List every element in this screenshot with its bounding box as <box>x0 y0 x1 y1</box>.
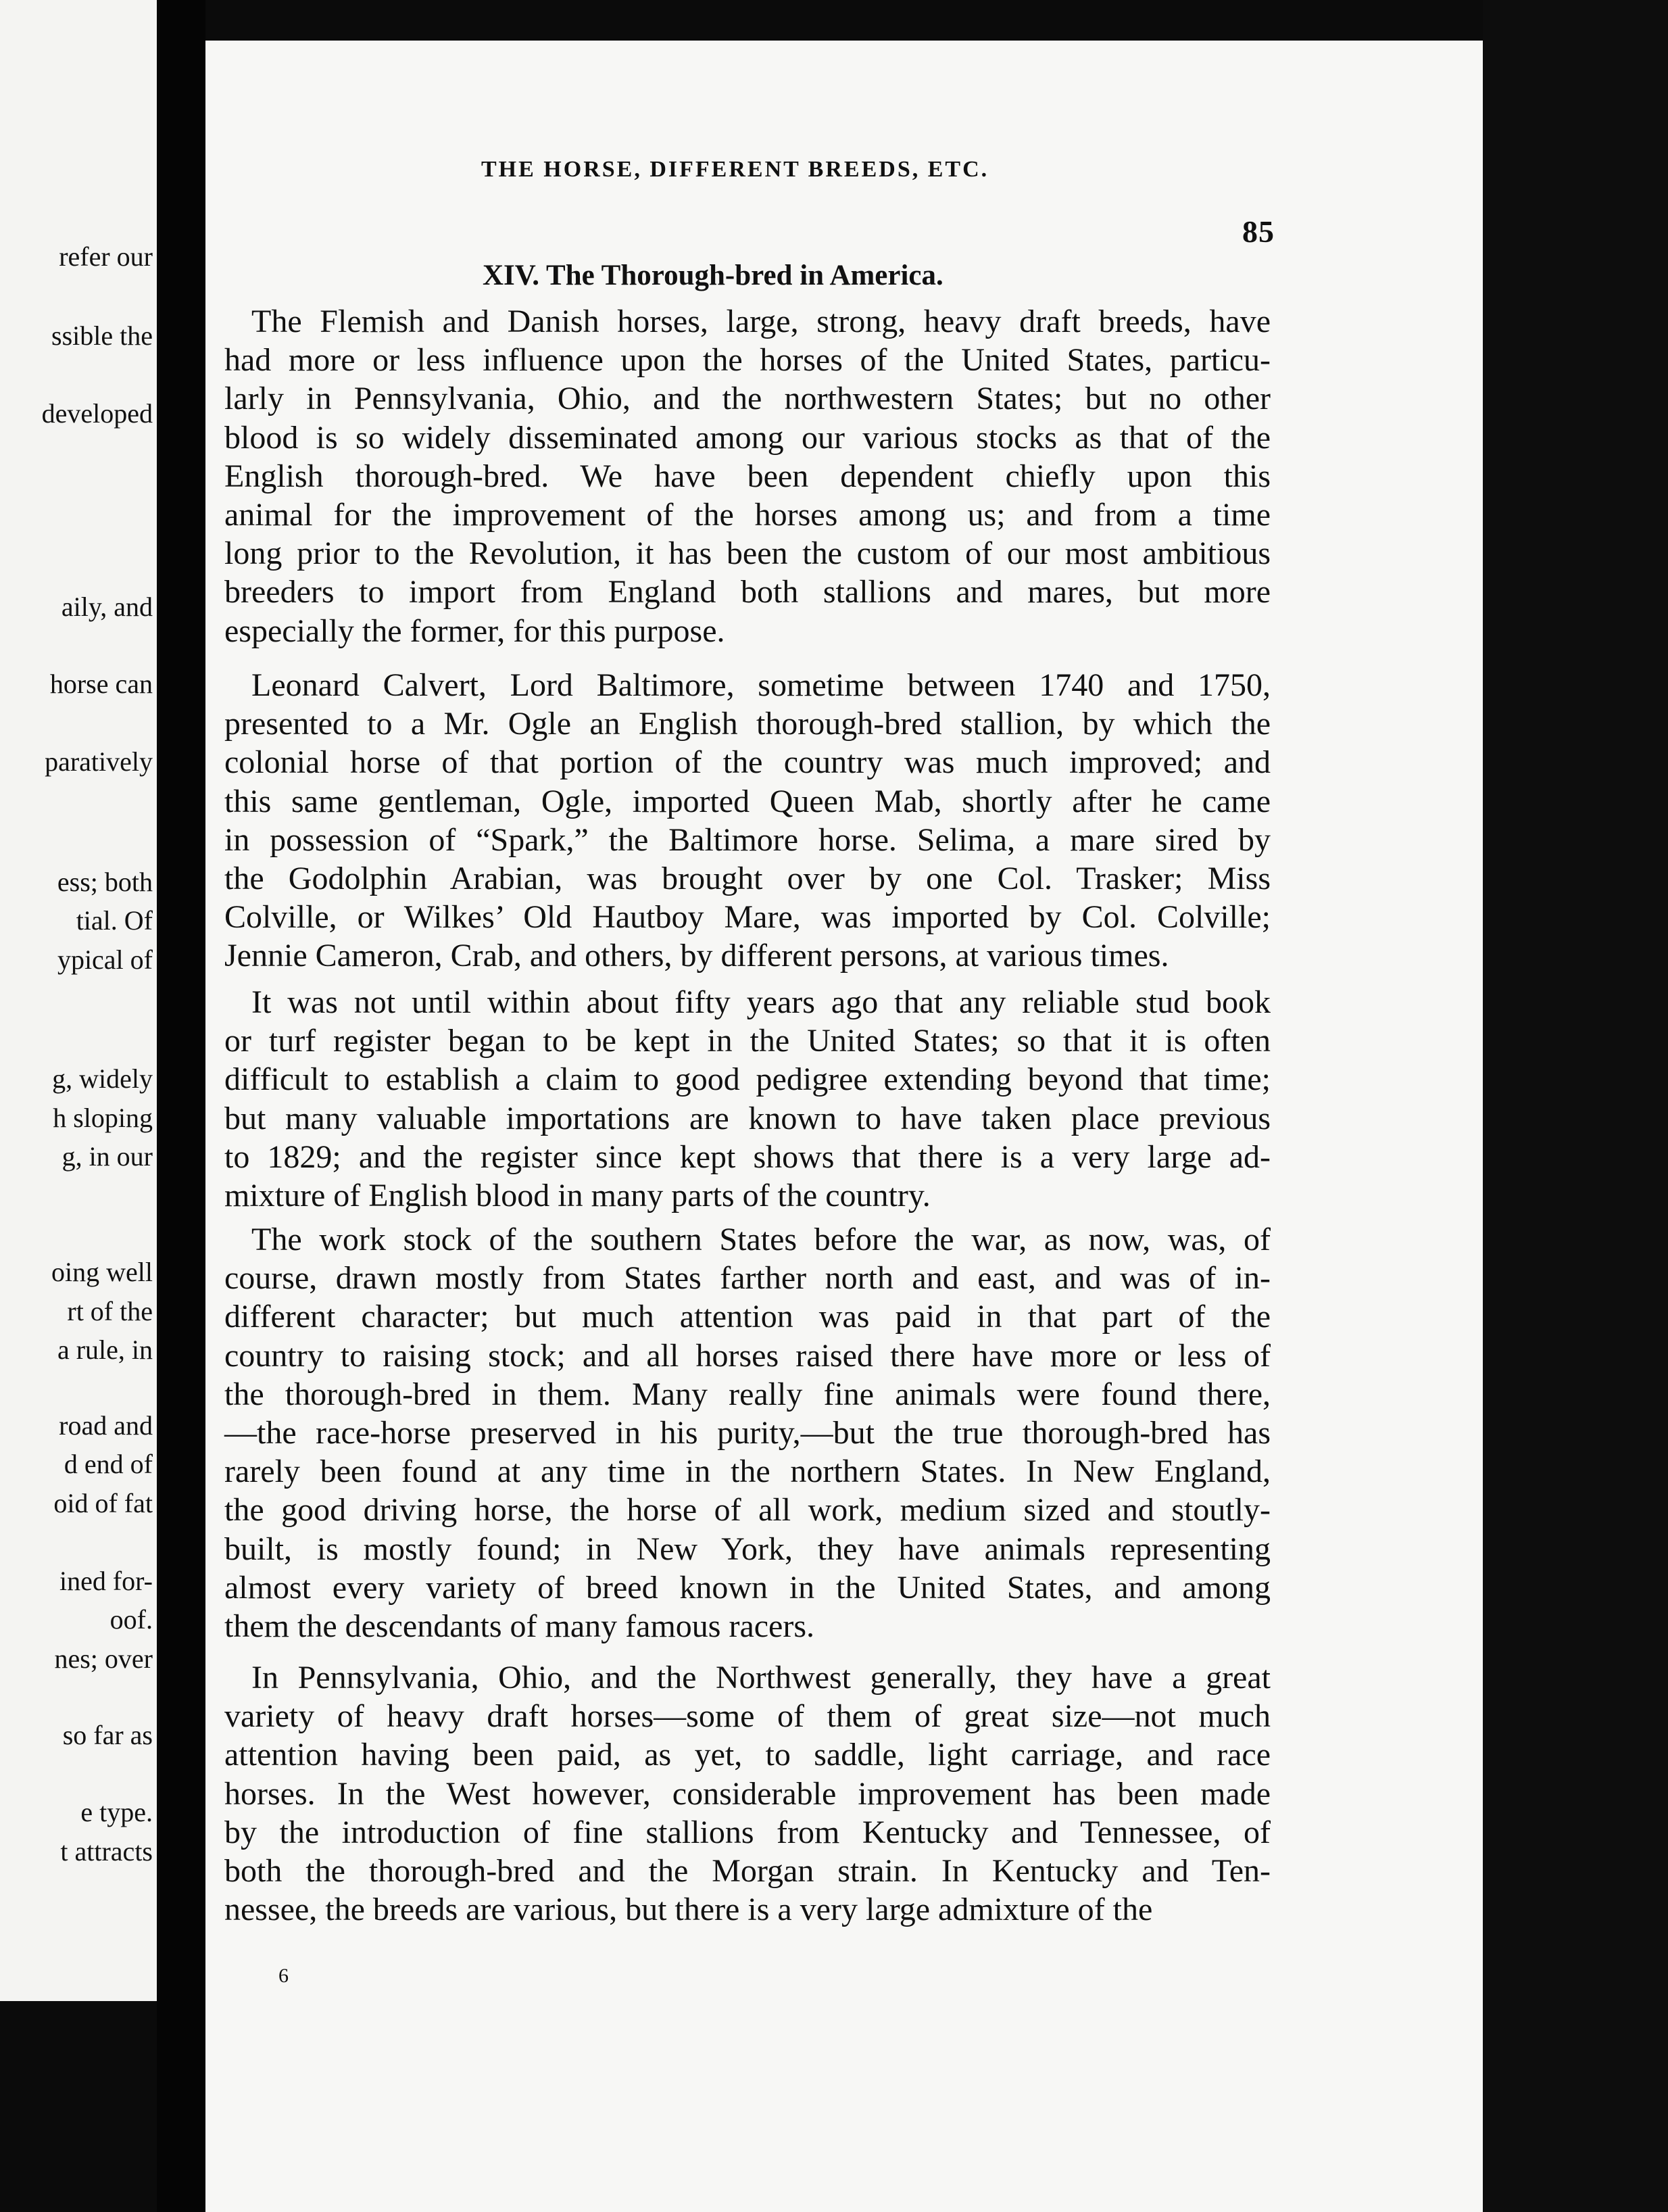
text-line: The Flemish and Danish horses, large, strong, heavy draft breeds, have <box>251 304 1271 339</box>
text-line: blood is so widely disseminated among our various stocks as that of the <box>224 419 1271 456</box>
paragraph <box>224 1658 1271 1929</box>
text-line: but many valuable importations are known to have taken place previous <box>224 1100 1271 1136</box>
facing-page-fragment: paratively <box>45 746 153 777</box>
text-line: colonial horse of that portion of the country was much improved; and <box>224 744 1271 781</box>
text-line: long prior to the Revolution, it has been the custom of our most ambitious <box>224 535 1271 572</box>
facing-page-fragment: so far as <box>62 1720 153 1750</box>
facing-page-fragment: g, in our <box>62 1141 153 1172</box>
facing-page-fragment: aily, and <box>61 592 153 622</box>
text-line: them the descendants of many famous racers. <box>224 1608 815 1644</box>
text-line: nessee, the breeds are various, but there is a very large admixture of the <box>224 1892 1153 1928</box>
text-line: by the introduction of fine stallions from Kentucky and Tennessee, of <box>224 1814 1271 1850</box>
text-line: difficult to establish a claim to good pedigree extending beyond that time; <box>224 1061 1271 1098</box>
text-line: —the race-horse preserved in his purity,—but the true thorough-bred has <box>224 1414 1271 1451</box>
text-line: animal for the improvement of the horses among us; and from a time <box>224 496 1271 533</box>
text-line: the good driving horse, the horse of all work, medium sized and stoutly- <box>224 1492 1271 1529</box>
text-line: larly in Pennsylvania, Ohio, and the northwestern States; but no other <box>224 381 1271 417</box>
text-line: presented to a Mr. Ogle an English thorough-bred stallion, by which the <box>224 706 1271 742</box>
text-line: had more or less influence upon the horses of the United States, particu- <box>224 342 1271 379</box>
text-line: both the thorough-bred and the Morgan strain. In Kentucky and Ten- <box>224 1852 1271 1889</box>
signature-mark: 6 <box>278 1965 289 1987</box>
text-line: course, drawn mostly from States farther north and east, and was of in- <box>224 1260 1271 1297</box>
facing-page-fragment: d end of <box>64 1449 153 1479</box>
text-line: built, is mostly found; in New York, they have animals representing <box>224 1531 1271 1567</box>
facing-page-fragment: oid of fat <box>53 1488 153 1518</box>
text-line: this same gentleman, Ogle, imported Queen Mab, shortly after he came <box>224 783 1271 819</box>
facing-page-fragment: refer our <box>59 241 153 272</box>
paragraph <box>224 1220 1271 1645</box>
facing-page-fragment: ypical of <box>57 944 153 975</box>
text-line: rarely been found at any time in the northern States. In New England, <box>224 1453 1271 1490</box>
facing-page-fragment: ssible the <box>51 320 153 351</box>
text-line: to 1829; and the register since kept shows that there is a very large ad- <box>224 1138 1271 1175</box>
text-line: almost every variety of breed known in the United States, and among <box>224 1569 1271 1606</box>
text-line: It was not until within about fifty years ago that any reliable stud book <box>251 984 1271 1020</box>
text-line: the Godolphin Arabian, was brought over by one Col. Trasker; Miss <box>224 860 1271 896</box>
text-line: different character; but much attention was paid in that part of the <box>224 1299 1271 1335</box>
facing-page-fragment: h sloping <box>53 1103 153 1133</box>
text-line: In Pennsylvania, Ohio, and the Northwest generally, they have a great <box>251 1660 1271 1696</box>
facing-page-fragment: horse can <box>49 669 153 699</box>
text-line: horses. In the West however, considerable improvement has been made <box>224 1775 1271 1812</box>
facing-page-fragment: oof. <box>109 1604 153 1635</box>
text-line: English thorough-bred. We have been dependent chiefly upon this <box>224 458 1271 494</box>
facing-page-fragment: ined for- <box>59 1566 153 1596</box>
background-edge <box>1483 0 1668 2212</box>
facing-page-fragment: a rule, in <box>57 1335 153 1365</box>
running-head: THE HORSE, DIFFERENT BREEDS, ETC. <box>481 157 989 182</box>
facing-page-fragment: rt of the <box>67 1296 153 1326</box>
text-line: or turf register began to be kept in the United States; so that it is often <box>224 1023 1271 1059</box>
paragraph <box>224 302 1271 650</box>
text-line: the thorough-bred in them. Many really fine animals were found there, <box>224 1376 1271 1412</box>
facing-page-fragment: nes; over <box>54 1643 153 1674</box>
text-line: in possession of “Spark,” the Baltimore horse. Selima, a mare sired by <box>224 821 1271 858</box>
facing-page-fragment: g, widely <box>52 1063 153 1094</box>
text-line: variety of heavy draft horses—some of them of great size—not much <box>224 1698 1271 1735</box>
text-line: The work stock of the southern States before the war, as now, was, of <box>251 1222 1271 1257</box>
facing-page-fragment: oing well <box>51 1257 153 1287</box>
facing-page-fragment: developed <box>41 398 153 429</box>
facing-page-fragment: ess; both <box>57 867 153 897</box>
text-line: Colville, or Wilkes’ Old Hautboy Mare, was imported by Col. Colville; <box>224 899 1271 936</box>
book-gutter <box>157 0 205 2212</box>
text-line: attention having been paid, as yet, to saddle, light carriage, and race <box>224 1737 1271 1773</box>
facing-page-fragment: road and <box>59 1410 153 1441</box>
text-line: breeders to import from England both stallions and mares, but more <box>224 574 1271 610</box>
text-line: Leonard Calvert, Lord Baltimore, sometime between 1740 and 1750, <box>251 667 1271 703</box>
text-line: mixture of English blood in many parts of the country. <box>224 1177 931 1213</box>
facing-page-fragment: t attracts <box>60 1836 153 1867</box>
text-line: Jennie Cameron, Crab, and others, by different persons, at various times. <box>224 938 1169 974</box>
text-line: country to raising stock; and all horses raised there have more or less of <box>224 1337 1271 1374</box>
facing-page-fragment: e type. <box>80 1797 153 1827</box>
text-line: especially the former, for this purpose. <box>224 612 725 649</box>
facing-page-fragment: tial. Of <box>76 905 153 936</box>
paragraph <box>224 983 1271 1215</box>
section-title: XIV. The Thorough-bred in America. <box>483 260 943 291</box>
paragraph <box>224 666 1271 976</box>
facing-page <box>0 0 157 2001</box>
page-number: 85 <box>1242 214 1275 249</box>
